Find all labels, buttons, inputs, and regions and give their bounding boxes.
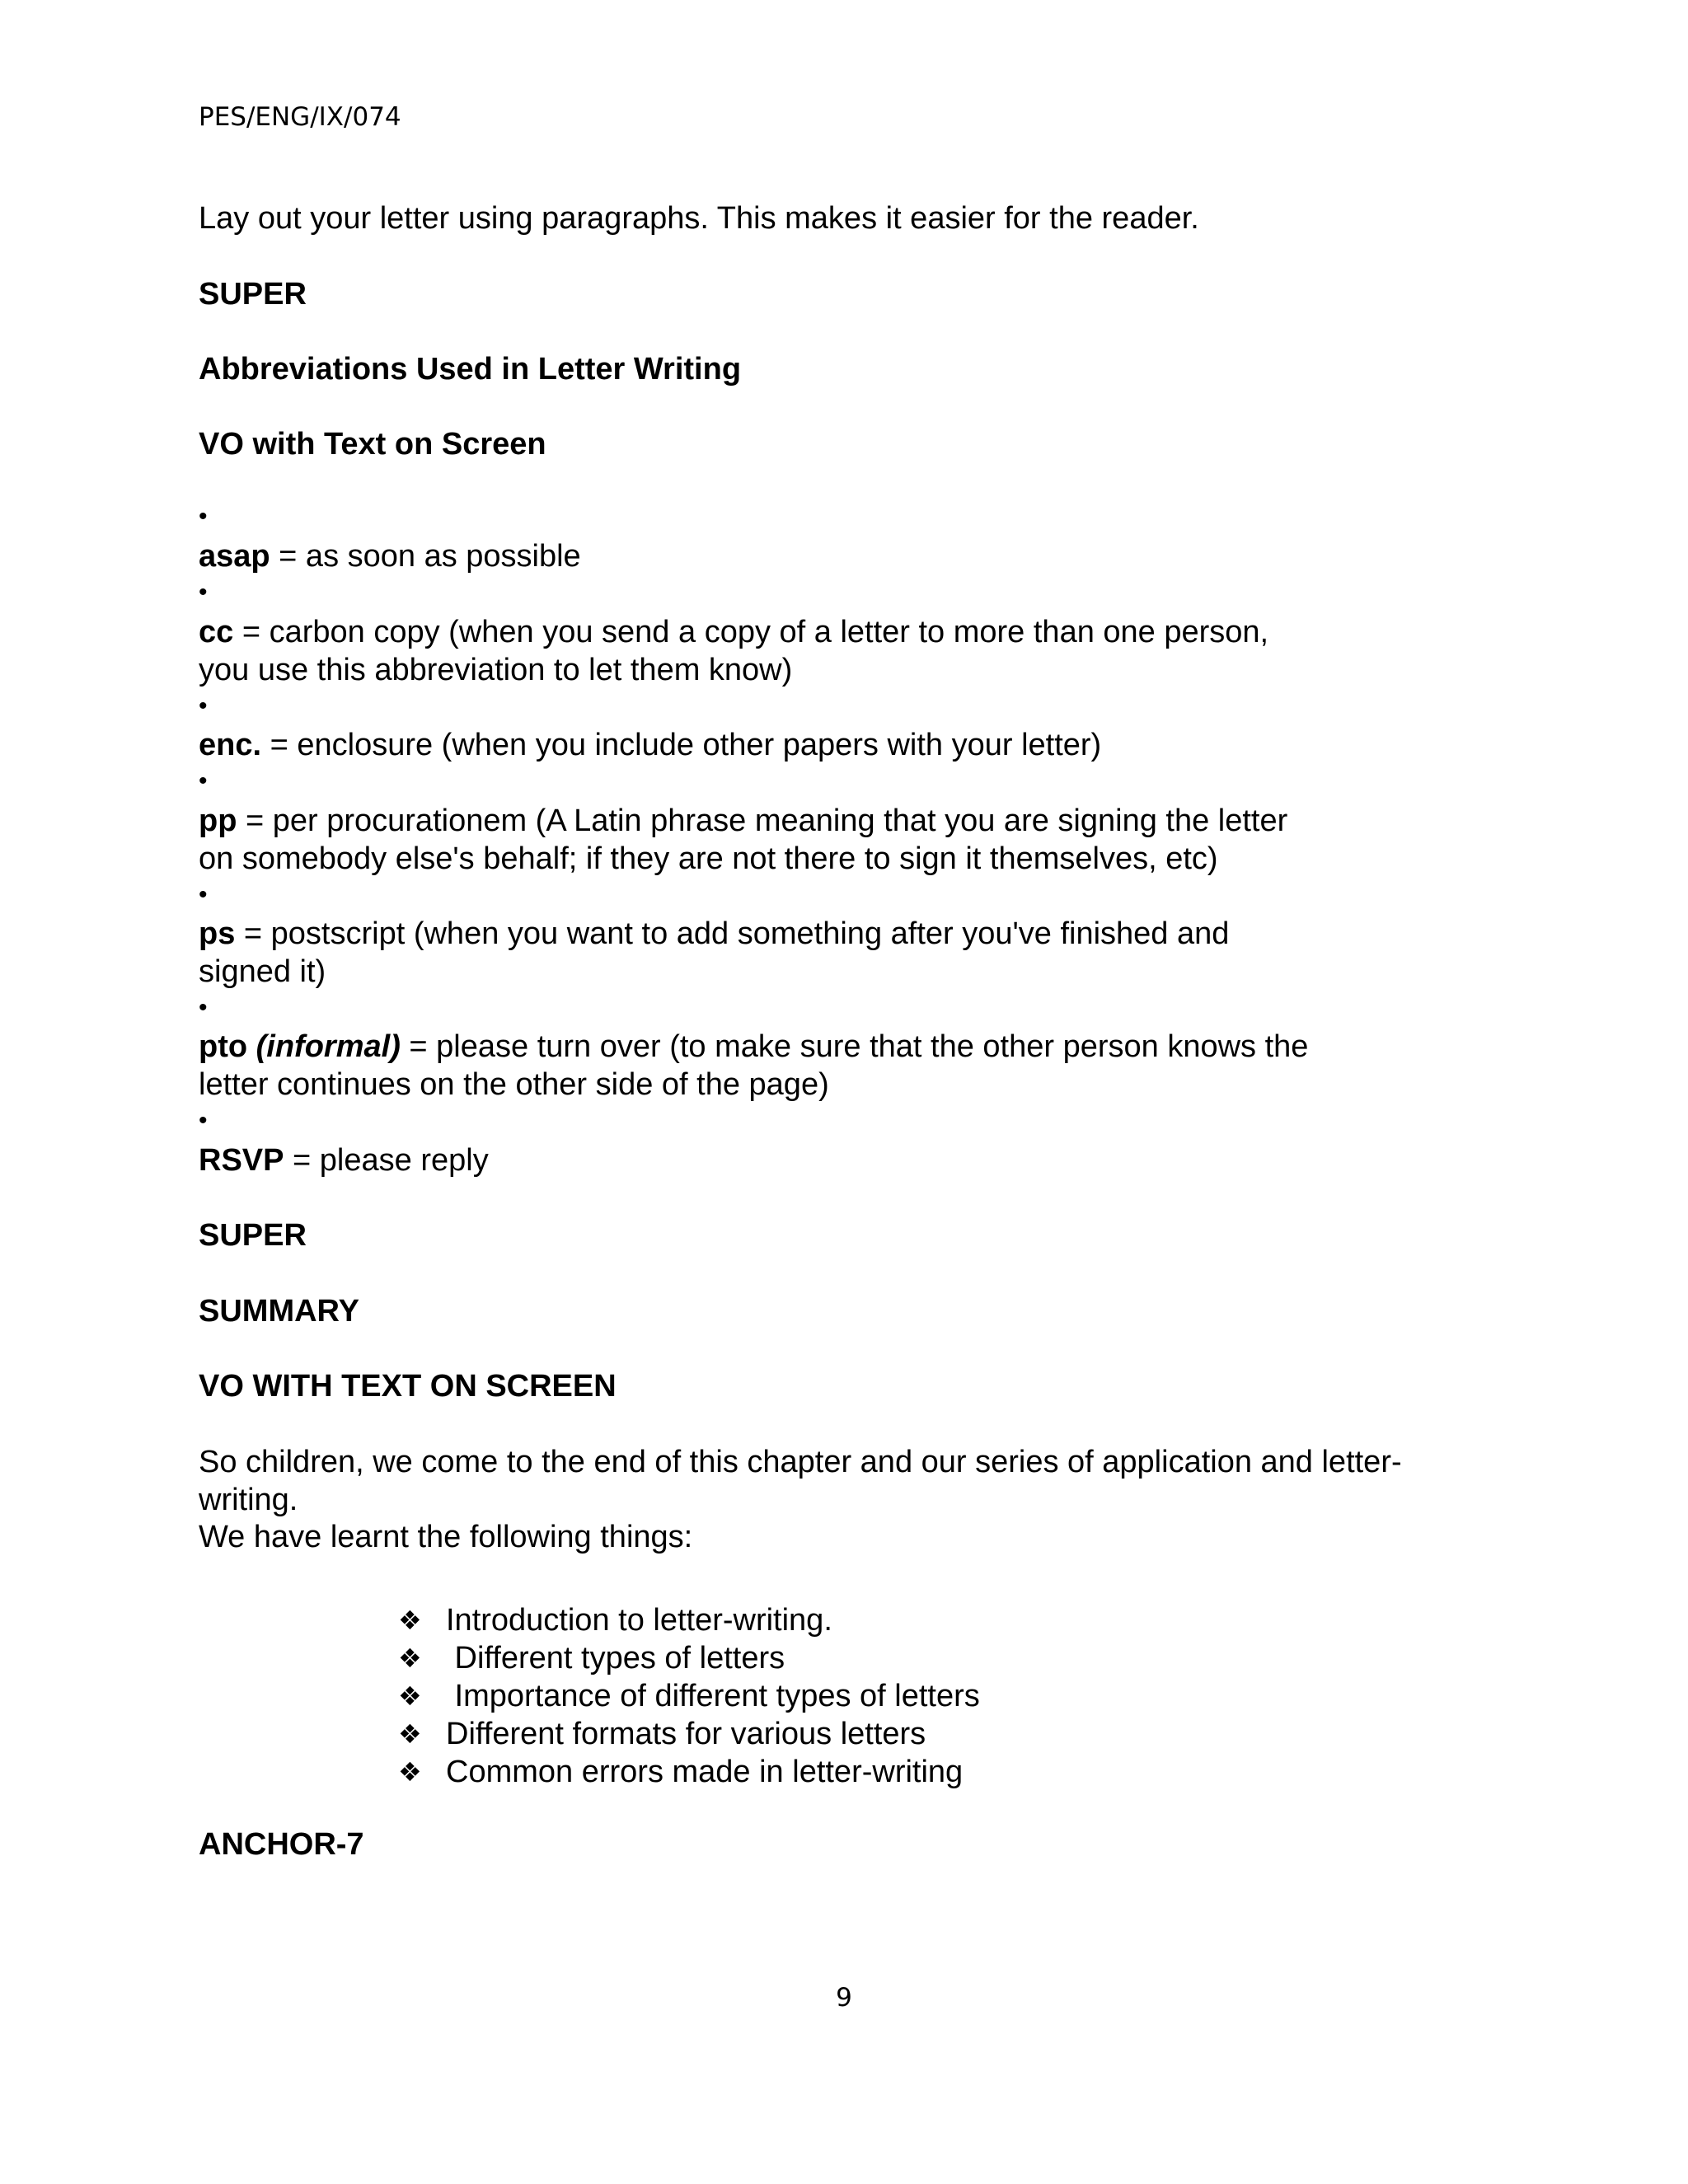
abbreviation-definition: = please reply	[284, 1143, 489, 1178]
list-item-text: Different formats for various letters	[446, 1717, 926, 1751]
bullet-dot: •	[199, 994, 208, 1021]
list-item-text: Different types of letters	[446, 1641, 785, 1675]
list-item-text: Common errors made in letter-writing	[446, 1755, 964, 1789]
abbreviation-term: enc.	[199, 728, 262, 762]
bullet-dot: •	[199, 767, 208, 794]
abbreviation-item-enc	[199, 726, 1101, 764]
abbreviation-term: ps	[199, 916, 236, 951]
bullet-dot: •	[199, 579, 208, 606]
heading-super-2: SUPER	[199, 1218, 307, 1253]
heading-abbreviations: Abbreviations Used in Letter Writing	[199, 352, 742, 387]
abbreviation-definition-continued: you use this abbreviation to let them know)	[199, 653, 793, 687]
list-item-text: Importance of different types of letters	[446, 1679, 980, 1713]
bullet-dot: •	[199, 692, 208, 719]
abbreviation-term: asap	[199, 539, 270, 574]
abbreviation-qualifier: (informal)	[247, 1029, 401, 1064]
abbreviation-definition-continued: on somebody else's behalf; if they are not there to sign it themselves, etc)	[199, 841, 1218, 876]
bullet-dot: •	[199, 503, 208, 530]
diamond-bullet-icon: ❖	[398, 1605, 422, 1636]
heading-super-1: SUPER	[199, 277, 307, 312]
abbreviation-item-pp	[199, 802, 1287, 840]
heading-vo-2: VO WITH TEXT ON SCREEN	[199, 1369, 617, 1404]
abbreviation-term: pto	[199, 1029, 248, 1064]
list-item	[398, 1753, 980, 1791]
diamond-bullet-icon: ❖	[398, 1643, 422, 1674]
abbreviation-item-pto	[199, 1028, 1308, 1066]
abbreviation-definition-continued: letter continues on the other side of the page)	[199, 1067, 829, 1102]
bullet-dot: •	[199, 881, 208, 908]
heading-vo-1: VO with Text on Screen	[199, 427, 546, 462]
abbreviation-item-rsvp	[199, 1141, 489, 1179]
heading-summary: SUMMARY	[199, 1294, 359, 1329]
abbreviation-definition: = carbon copy (when you send a copy of a letter to more than one person,	[233, 615, 1269, 649]
list-item	[398, 1601, 980, 1639]
abbreviation-item-ps	[199, 915, 1229, 953]
bullet-dot: •	[199, 1107, 208, 1134]
list-item	[398, 1639, 980, 1677]
heading-anchor: ANCHOR-7	[199, 1827, 364, 1862]
intro-paragraph: Lay out your letter using paragraphs. This makes it easier for the reader.	[199, 201, 1199, 236]
page-number: 9	[836, 1983, 852, 2013]
abbreviation-term: RSVP	[199, 1143, 284, 1178]
abbreviation-definition: = please turn over (to make sure that the other person knows the	[400, 1029, 1309, 1064]
list-item	[398, 1715, 980, 1753]
summary-points-list	[398, 1601, 980, 1791]
summary-paragraph-line: writing.	[199, 1483, 298, 1517]
abbreviation-definition-continued: signed it)	[199, 954, 326, 989]
abbreviation-definition: = per procurationem (A Latin phrase meaning that you are signing the letter	[237, 804, 1288, 838]
abbreviation-definition: = postscript (when you want to add something after you've finished and	[235, 916, 1230, 951]
abbreviation-term: cc	[199, 615, 234, 649]
diamond-bullet-icon: ❖	[398, 1680, 422, 1712]
diamond-bullet-icon: ❖	[398, 1756, 422, 1788]
abbreviation-item-asap	[199, 537, 581, 575]
diamond-bullet-icon: ❖	[398, 1718, 422, 1750]
document-code: PES/ENG/IX/074	[199, 102, 401, 132]
list-item-text: Introduction to letter-writing.	[446, 1603, 832, 1638]
abbreviation-definition: = as soon as possible	[270, 539, 581, 574]
summary-paragraph-line: We have learnt the following things:	[199, 1520, 693, 1554]
abbreviation-item-cc	[199, 613, 1268, 651]
abbreviation-term: pp	[199, 804, 237, 838]
abbreviation-definition: = enclosure (when you include other papers with your letter)	[261, 728, 1102, 762]
summary-paragraph-line: So children, we come to the end of this chapter and our series of application and letter-	[199, 1445, 1402, 1479]
list-item	[398, 1677, 980, 1715]
